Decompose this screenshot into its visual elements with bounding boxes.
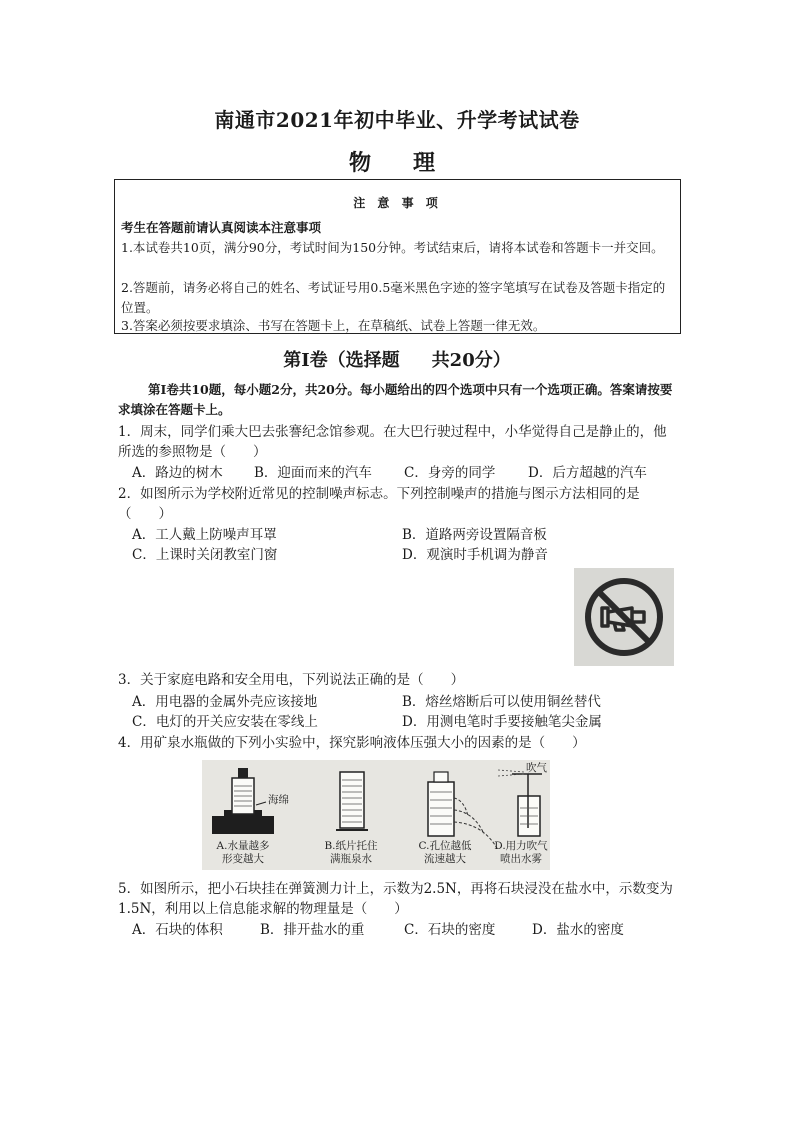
question-1-option-d: D．后方超越的汽车: [528, 465, 647, 481]
caption-b: [314, 840, 388, 866]
question-4-stem: 4．用矿泉水瓶做的下列小实验中，探究影响液体压强大小的因素的是（ ）: [118, 735, 586, 751]
notice-heading: 注 意 事 项: [353, 196, 442, 210]
question-5-option-d: D．盐水的密度: [532, 922, 624, 938]
question-5-option-b: B．排开盐水的重: [260, 922, 365, 938]
exam-title: 南通市2021年初中毕业、升学考试试卷: [214, 108, 580, 132]
question-1-option-a: A．路边的树木: [132, 465, 223, 481]
question-1-option-b: B．迎面而来的汽车: [254, 465, 372, 481]
no-horn-sign-image: [574, 568, 674, 666]
no-horn-icon: [574, 568, 674, 666]
caption-c: [408, 840, 482, 866]
blow-label: 吹气: [526, 762, 547, 774]
question-3-option-c: C．电灯的开关应安装在零线上: [132, 714, 318, 730]
section-intro: 第Ⅰ卷共10题，每小题2分，共20分。每小题给出的四个选项中只有一个选项正确。答案请按要求填涂在答题卡上。: [118, 382, 673, 417]
caption-d-line2: 喷出水雾: [500, 853, 542, 865]
question-2-option-c: C．上课时关闭教室门窗: [132, 547, 278, 563]
section-title-part2: 共20分）: [431, 350, 511, 371]
caption-a-line2: 形变越大: [222, 853, 264, 865]
notice-item-3: 3.答案必须按要求填涂、书写在答题卡上，在草稿纸、试卷上答题一律无效。: [121, 318, 546, 333]
question-2-option-d: D．观演时手机调为静音: [402, 547, 548, 563]
question-2-option-a: A．工人戴上防噪声耳罩: [132, 527, 277, 543]
sponge-label: 海绵: [268, 794, 289, 806]
subject-title: 物 理: [348, 150, 445, 176]
question-1-option-c: C．身旁的同学: [404, 465, 496, 481]
caption-c-line2: 流速越大: [424, 853, 466, 865]
section-title: [0, 346, 794, 372]
notice-bold-line: 考生在答题前请认真阅读本注意事项: [121, 220, 322, 235]
caption-a-line1: A.水量越多: [216, 840, 270, 852]
question-2-option-b: B．道路两旁设置隔音板: [402, 527, 547, 543]
bottle-experiments-figure: [202, 760, 550, 870]
question-5-option-c: C．石块的密度: [404, 922, 496, 938]
notice-item-1: 1.本试卷共10页，满分90分，考试时间为150分钟。考试结束后，请将本试卷和答题卡一并交回。: [121, 240, 664, 255]
caption-d-line1: D.用力吹气: [494, 840, 548, 852]
caption-a: [206, 840, 280, 866]
question-3-option-d: D．用测电笔时手要接触笔尖金属: [402, 714, 602, 730]
caption-b-line2: 满瓶泉水: [330, 853, 372, 865]
question-3-option-a: A．用电器的金属外壳应该接地: [132, 694, 318, 710]
notice-box: [114, 179, 681, 334]
notice-item-2: 2.答题前，请务必将自己的姓名、考试证号用0.5毫米黑色字迹的签字笔填写在试卷及答题卡指定的位置。: [121, 280, 666, 315]
caption-d: [492, 840, 550, 866]
question-5-option-a: A．石块的体积: [132, 922, 223, 938]
question-5-stem: 5．如图所示，把小石块挂在弹簧测力计上，示数为2.5N，再将石块浸没在盐水中，示数变为1.5N，利用以上信息能求解的物理量是（ ）: [118, 881, 673, 917]
caption-c-line1: C.孔位越低: [418, 840, 472, 852]
caption-b-line1: B.纸片托住: [324, 840, 378, 852]
question-3-stem: 3．关于家庭电路和安全用电，下列说法正确的是（ ）: [118, 672, 465, 688]
question-1-stem: 1．周末，同学们乘大巴去张謇纪念馆参观。在大巴行驶过程中，小华觉得自己是静止的，他所选的参照物是（ ）: [118, 424, 667, 460]
question-2-stem: 2．如图所示为学校附近常见的控制噪声标志。下列控制噪声的措施与图示方法相同的是（ ）: [118, 486, 640, 522]
question-3-option-b: B．熔丝熔断后可以使用铜丝替代: [402, 694, 601, 710]
section-title-part1: 第Ⅰ卷（选择题: [283, 350, 400, 371]
